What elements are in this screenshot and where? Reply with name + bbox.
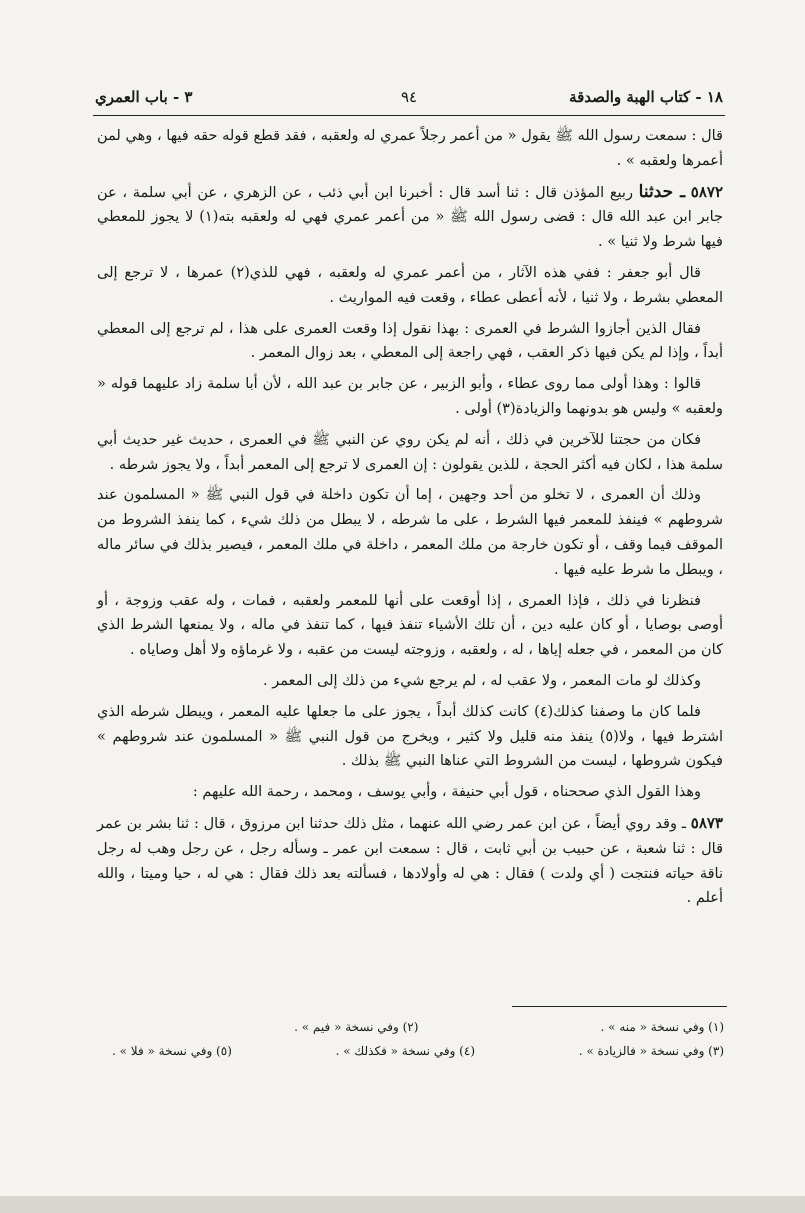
body-text [97,124,723,917]
footnote-row [112,1015,724,1039]
paragraph: قال أبو جعفر : ففي هذه الآثار ، من أعمر عمري له ولعقبه ، فهي للذي(٢) عمرها ، لا ترجع إلى المعطي بشرط ، ولا ثنيا ، لأنه أعطى عطاء ، وقعت فيه المواريث . [97,264,723,306]
header-rule [93,115,725,116]
hadith-5873: ٥٨٧٣ ـ وقد روي أيضاً ، عن ابن عمر رضي الله عنهما ، مثل ذلك حدثنا ابن مرزوق ، قال : ثنا بشر بن عمر قال : ثنا شعبة ، عن حبيب بن أبي ثابت ، قال : سمعت ابن عمر ـ وسأله رجل ، عن رجل وهب له رجل ناقة حياته فنتجت ( أي ولدت ) فقال : هي له وأولادها ، فسألته بعد ذلك فقال : هي له ، حيا وميتا ، والله أعلم . [97,813,723,907]
page-number: ٩٤ [400,88,418,106]
paragraph: قال : سمعت رسول الله ﷺ يقول « من أعمر رجلاً عمري له ولعقبه ، فقد قطع قوله حقه فيها ، وهي لمن أعمرها ولعقبه » . [97,128,723,169]
paragraph: وكذلك لو مات المعمر ، ولا عقب له ، لم يرجع شيء من ذلك إلى المعمر . [263,672,701,689]
hadith-marker: ـ وقد روي أيضاً ، عن ابن عمر رضي الله عنهما ، مثل ذلك حدثنا [309,815,686,832]
scan-edge [0,1196,805,1213]
footnote-rule [512,1006,727,1007]
paragraph: وذلك أن العمرى ، لا تخلو من أحد وجهين ، إما أن تكون داخلة في قول النبي ﷺ « المسلمون عند شروطهم » فينفذ للمعمر فيها الشرط ، على ما شرطه ، لا يبطل من ذلك شيء ، كما ينفذ الشروط من الموقف فيما وقف ، أو تكون خارجة من ملك المعمر ، داخلة في ملك المعمر ، فيصير بذلك في سائر ماله ، ويبطل ما شرط عليه فيها . [97,487,723,578]
book-title: ١٨ - كتاب الهبة والصدقة [569,88,723,106]
hadith-5872: ٥٨٧٢ ـ حدثنا ربيع المؤذن قال : ثنا أسد قال : أخبرنا ابن أبي ذئب ، عن الزهري ، عن أبي سلمة ، عن جابر ابن عبد الله قال : قضى رسول الله ﷺ « من أعمر عمري فهي له ولعقبه بته(١) لا يجوز للمعطي فيها شرط ولا ثنيا » . [97,181,724,251]
paragraph: فنظرنا في ذلك ، فإذا العمرى ، إذا أوقعت على أنها للمعمر ولعقبه ، فمات ، وله عقب وزوجة ، أو أوصى بوصايا ، أو كان عليه دين ، أن تلك الأشياء تنفذ فيها ، كما تنفذ في ماله ، ولا يمنعها الشرط الذي كان من المعمر ، في جعله إياها ، له ، ولعقبه ، وزوجته ليست من عقبه ، ولا غرماؤه ولا أهل وصاياه . [97,592,723,659]
footnote: (٣) وفي نسخة « فالزيادة » . [578,1044,724,1058]
paragraph: فلما كان ما وصفنا كذلك(٤) كانت كذلك أبداً ، يجوز على ما جعلها عليه المعمر ، ويبطل شرطه الذي اشترط فيها ، ولا(٥) ينفذ منه قليل ولا كثير ، ويخرج من قول النبي ﷺ « المسلمون عند شروطهم » فيكون شروطها ، ليست من الشروط التي عناها النبي ﷺ بذلك . [97,703,723,770]
footnote: (٤) وفي نسخة « فكذلك » . [335,1044,476,1058]
paragraph: فقال الذين أجازوا الشرط في العمرى : بهذا نقول إذا وقعت العمرى على هذا ، لم ترجع إلى المعطي أبداً ، وإذا لم يكن فيها ذكر العقب ، فهي راجعة إلى المعطي ، بعد زوال المعمر . [97,320,723,362]
paragraph: قالوا : وهذا أولى مما روى عطاء ، وأبو الزبير ، عن جابر بن عبد الله ، لأن أبا سلمة زاد عليهما قوله « ولعقبه » وليس هو بدونهما والزيادة(٣) أولى . [97,376,723,417]
hadith-number: ٥٨٧٣ [690,813,723,832]
footnote-row [112,1039,724,1063]
footnote: (٢) وفي نسخة « فيم » . [294,1020,419,1034]
hadith-number: ٥٨٧٢ [690,182,724,201]
hadith-marker: ـ حدثنا [638,181,686,202]
footnote: (٥) وفي نسخة « فلا » . [112,1044,232,1058]
footnote: (١) وفي نسخة « منه » . [600,1020,724,1034]
running-header [95,88,723,112]
paragraph: وهذا القول الذي صححناه ، قول أبي حنيفة ، وأبي يوسف ، ومحمد ، رحمة الله عليهم : [192,784,701,801]
chapter-title: ٣ - باب العمري [95,88,193,106]
paragraph: فكان من حجتنا للآخرين في ذلك ، أنه لم يكن روي عن النبي ﷺ في العمرى ، حديث غير حديث أبي سلمة هذا ، لكان فيه أكثر الحجة ، للذين يقولون : إن العمرى لا ترجع إلى المعمر أبداً ، ولا يجوز شرطه . [97,431,723,473]
footnotes [112,1015,724,1063]
